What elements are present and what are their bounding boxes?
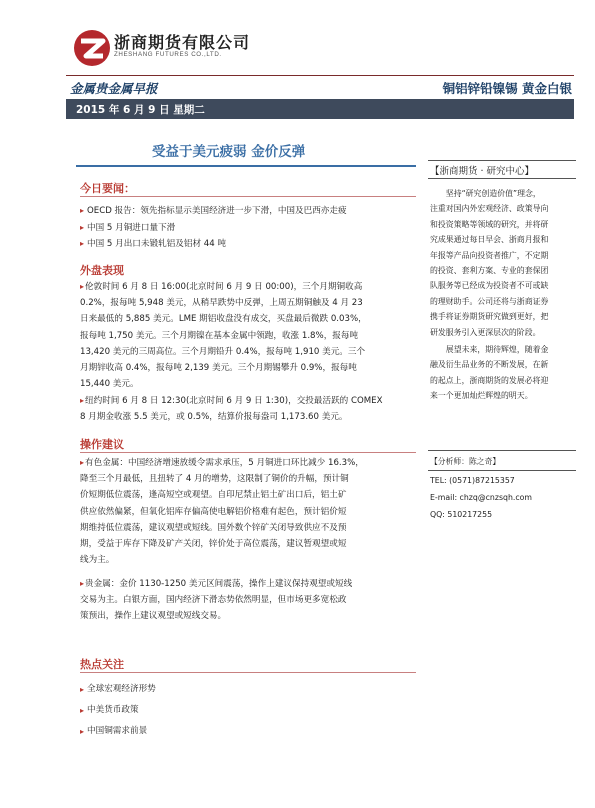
section-title-hot-topics: 热点关注 (80, 658, 124, 671)
section-title-today-news: 今日要闻： (80, 182, 135, 195)
sidebar-intro-paragraph: 坚持“研究创造价值”理念， 注重对国内外宏观经济、政策导向 和投资策略等领域的研究，并将研 究成果通过每日早会、浙商月报和 年报等产品向投资者推广，不定期 的投资、套利方案、专业的套保团 队服务等已经成为投资者不可或缺 的理财助手。公司还将与浙商证券 携手将证券期货研究做到更好，把 研发服务引入更深层次的阶段。 (430, 189, 549, 337)
bullet-arrow-icon: ▸ (80, 685, 85, 694)
section-divider (80, 452, 416, 453)
analyst-tel: TEL: (0571)87215357 (430, 476, 515, 485)
list-item: ▸ 中美货币政策 (80, 700, 418, 721)
analyst-qq: QQ: 510217255 (430, 510, 493, 519)
analyst-label: 【分析师：陈之奇】 (430, 457, 501, 466)
bullet-arrow-icon: ▸ (80, 458, 85, 467)
zheshang-logo-icon (72, 28, 112, 68)
list-item (80, 236, 418, 253)
analyst-email: E-mail: chzq@cnzsqh.com (430, 493, 533, 502)
sidebar-title: 【浙商期货 · 研究中心】 (430, 166, 535, 177)
section-divider (80, 196, 416, 197)
hot-topics-list (80, 679, 418, 742)
bullet-arrow-icon: ▸ (80, 282, 85, 291)
analyst-top-divider (428, 450, 576, 451)
analyst-divider (428, 470, 576, 471)
list-item (80, 203, 418, 220)
bullet-arrow-icon: ▸ (80, 727, 85, 736)
bullet-arrow-icon: ▸ (80, 239, 85, 248)
list-item: ▸ 中国铜需求前景 (80, 721, 418, 742)
company-name-cn: 浙商期货有限公司 (114, 33, 251, 52)
sidebar-divider (428, 178, 576, 179)
news-item-text: 中国 5 月出口未锻轧铝及铝材 44 吨 (87, 239, 227, 249)
today-news-list (80, 203, 418, 253)
advice-paragraph-precious-metals: ▸贵金属：金价 1130-1250 美元区间震荡，操作上建议保持观望或短线 交易为主。白银方面，国内经济下滑态势依然明显，但市场更多宽松政 策预出，操作上建议观望或短线交易。 (80, 579, 353, 622)
company-name-en: ZHESHANG FUTURES CO.,LTD. (114, 51, 222, 58)
list-item: ▸ 全球宏观经济形势 (80, 679, 418, 700)
bullet-arrow-icon: ▸ (80, 206, 85, 215)
sidebar-top-divider (428, 160, 576, 161)
bullet-arrow-icon: ▸ (80, 579, 85, 588)
bullet-arrow-icon: ▸ (80, 222, 85, 232)
news-item-text: OECD 报告：领先指标显示美国经济进一步下滑，中国及巴西亦走疲 (87, 206, 347, 216)
section-title-advice: 操作建议 (80, 438, 124, 451)
section-title-overseas: 外盘表现 (80, 264, 124, 277)
header-divider (66, 75, 574, 76)
bullet-arrow-icon: ▸ (80, 396, 85, 405)
news-item-text: 中国 5 月铜进口量下滑 (87, 222, 176, 233)
sidebar-outlook-paragraph: 展望未来，期待辉煌，随着金 融及衍生品业务的不断发展，在新 的起点上，浙商期货的发展必将迎 来一个更加灿烂辉煌的明天。 (430, 345, 549, 401)
overseas-paragraph-2: ▸纽约时间 6 月 8 日 12:30(北京时间 6 月 9 日 1:30)，交投最活跃的 COMEX 8 月期金收涨 5.5 美元，或 0.5%，结算价报每盎司 1,173.60 美元。 (80, 396, 383, 423)
advice-paragraph-base-metals: ▸有色金属：中国经济增速放缓令需求承压，5 月铜进口环比减少 16.3%， 降至三个月最低，且扭转了 4 月的增势，这限制了铜价的升幅，预计铜 价短期低位震荡，逢高短空或观望。自印尼禁止铝土矿出口后，铝土矿 供应依然偏紧，但氧化铝库存偏高使电解铝价格难有起色，预计铝价短 期维持低位震荡，建议观望或短线。国外数个锌矿关闭导致供应不及预 期，受益于库存下降及矿产关闭，锌价处于高位震荡，建议暂观望或短 线为主。 (80, 458, 364, 566)
bullet-arrow-icon: ▸ (80, 706, 85, 715)
list-item (80, 220, 418, 237)
headline-divider (76, 165, 416, 167)
overseas-paragraph-1: ▸伦敦时间 6 月 8 日 16:00(北京时间 6 月 9 日 00:00)，三个月期铜收高 0.2%，报每吨 5,948 美元，从稍早跌势中反弹，上周五期铜触及 4 月 23 日来最低的 5,885 美元。LME 期铝收盘没有成交，买盘最后微跌 0.03%， 报每吨 1,750 美元。三个月期镍在基本金属中领跑，收涨 1.8%，报每吨 13,420 美元的三周高位。三个月期铅升 0.4%，报每吨 1,910 美元。三个 月期锌收高 0.4%，报每吨 2,139 美元。三个月期锡攀升 0.9%，报每吨 15,440 美元。 (80, 282, 367, 390)
report-metals: 铜铝锌铅镍锡 黄金白银 (442, 81, 572, 96)
section-divider (80, 672, 416, 673)
analyst-contact (430, 472, 576, 523)
headline: 受益于美元疲弱 金价反弹 (152, 144, 306, 160)
report-date: 2015 年 6 月 9 日 星期二 (76, 104, 205, 116)
report-name: 金属贵金属早报 (70, 81, 158, 96)
